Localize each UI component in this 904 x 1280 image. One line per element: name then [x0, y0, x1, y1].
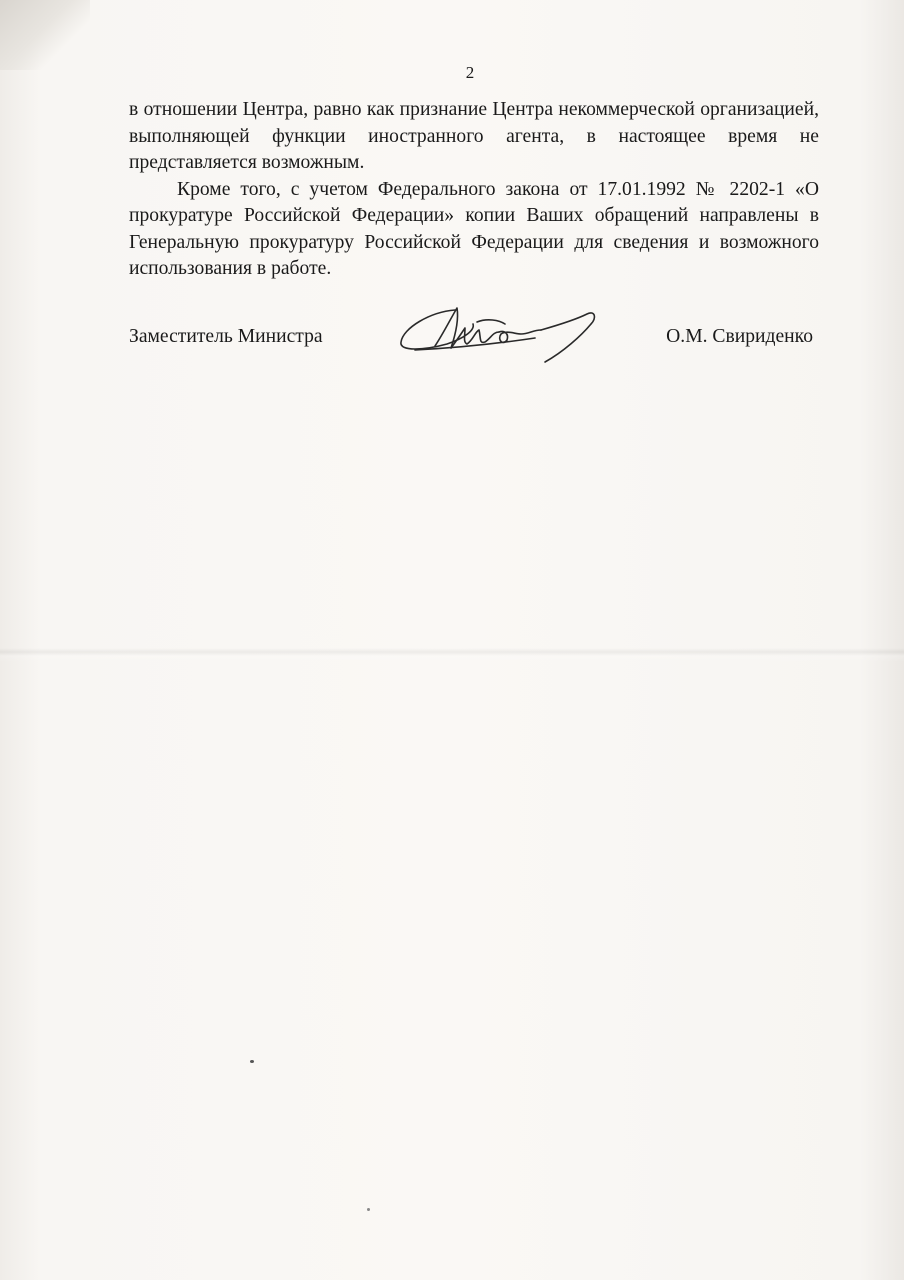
- paragraph-prosecutor: Кроме того, с учетом Федерального закона от 17.01.1992 № 2202-1 «О прокуратуре Российской Федерации» копии Ваших обращений направлены в Генеральную прокуратуру Российской Федерации для сведения и возможного использования в работе.: [129, 178, 819, 279]
- signatory-title: Заместитель Министра: [129, 326, 323, 347]
- letter-body: [129, 97, 819, 283]
- page-corner-shadow: [0, 0, 90, 70]
- paragraph-continuation: в отношении Центра, равно как признание Центра некоммерческой организацией, выполняющей функции иностранного агента, в настоящее время не представляется возможным.: [129, 99, 819, 173]
- signatory-name: О.М. Свириденко: [666, 326, 813, 347]
- handwritten-signature: [395, 300, 605, 370]
- scan-speck: [250, 1060, 254, 1063]
- page-number: 2: [465, 63, 475, 82]
- scan-speck: [367, 1208, 370, 1211]
